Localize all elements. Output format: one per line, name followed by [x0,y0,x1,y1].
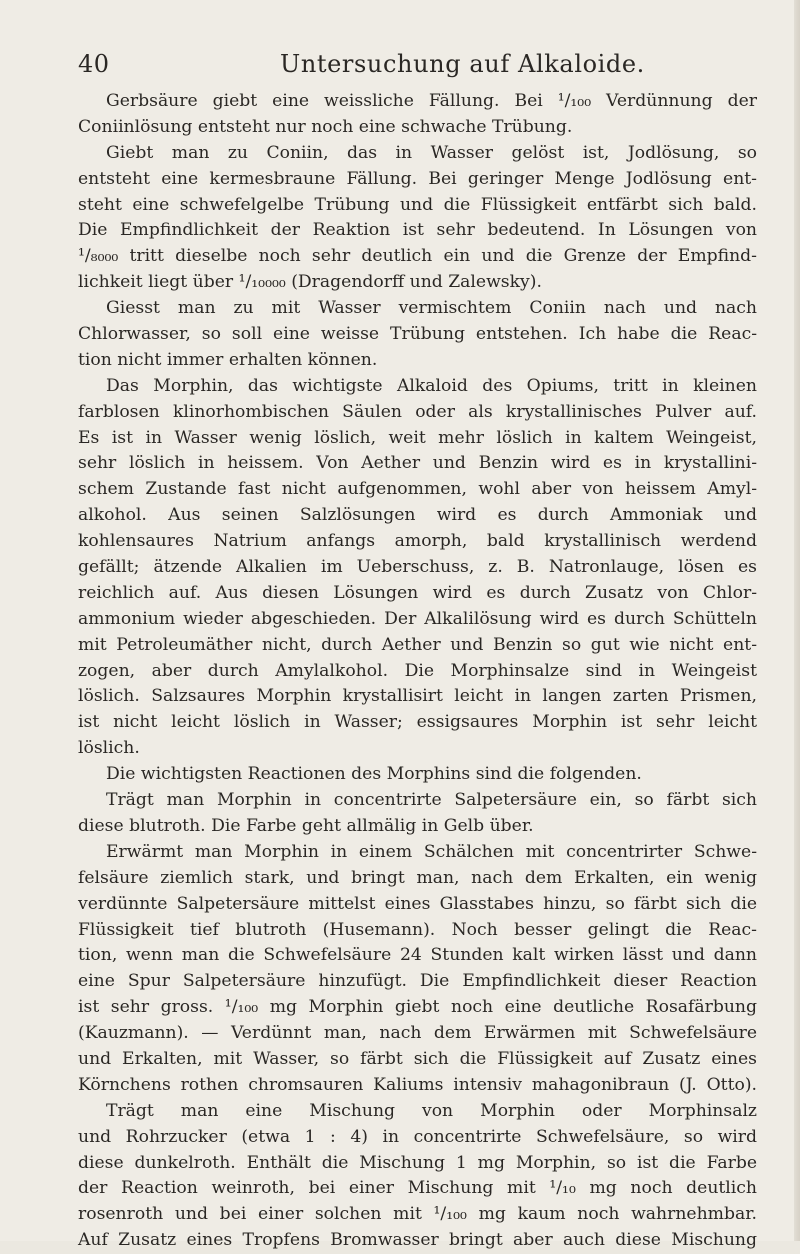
text-line: diese blutroth. Die Farbe geht allmälig in Gelb über. [78,815,534,836]
text-line: mit Petroleumäther nicht, durch Aether und Benzin so gut wie nicht ent- [78,634,757,655]
text-line: Erwärmt man Morphin in einem Schälchen mit concentrirter Schwe- [106,841,757,862]
text-line: ¹/₈₀₀₀ tritt dieselbe noch sehr deutlich ein und die Grenze der Empfind- [78,246,757,267]
text-line: felsäure ziemlich stark, und bringt man, nach dem Erkalten, ein wenig [78,867,757,888]
text-line: rosenroth und bei einer solchen mit ¹/₁₀₀ mg kaum noch wahrnehmbar. [78,1204,757,1225]
text-line: lichkeit liegt über ¹/₁₀₀₀₀ (Dragendorff und Zalewsky). [78,272,542,293]
text-line: Die wichtigsten Reactionen des Morphins sind die folgenden. [106,764,642,785]
text-line: Trägt man Morphin in concentrirte Salpetersäure ein, so färbt sich [106,790,757,811]
text-line: Die Empfindlichkeit der Reaktion ist sehr bedeutend. In Lösungen von [78,220,757,241]
text-line: Giesst man zu mit Wasser vermischtem Coniin nach und nach [106,298,757,319]
text-line: Trägt man eine Mischung von Morphin oder Morphinsalz [106,1100,757,1121]
text-line: entsteht eine kermesbraune Fällung. Bei geringer Menge Jodlösung ent- [78,168,757,189]
text-line: Auf Zusatz eines Tropfens Bromwasser bringt aber auch diese Mischung [78,1230,757,1251]
page-header [78,50,754,84]
text-line: verdünnte Salpetersäure mittelst eines Glasstabes hinzu, so färbt sich die [78,893,757,914]
text-line: löslich. Salzsaures Morphin krystallisirt leicht in langen zarten Prismen, [78,686,757,707]
page-number: 40 [78,50,110,78]
text-line: diese dunkelroth. Enthält die Mischung 1 mg Morphin, so ist die Farbe [78,1152,757,1173]
text-line: eine Spur Salpetersäure hinzufügt. Die Empfindlichkeit dieser Reaction [78,971,757,992]
text-line: und Rohrzucker (etwa 1 : 4) in concentrirte Schwefelsäure, so wird [78,1126,757,1147]
text-line: farblosen klinorhombischen Säulen oder als krystallinisches Pulver auf. [78,401,757,422]
text-line: alkohol. Aus seinen Salzlösungen wird es durch Ammoniak und [78,505,757,526]
text-line: kohlensaures Natrium anfangs amorph, bald krystallinisch werdend [78,531,757,552]
text-line: Körnchens rothen chromsauren Kaliums intensiv mahagonibraun (J. Otto). [78,1074,757,1095]
text-line: der Reaction weinroth, bei einer Mischung mit ¹/₁₀ mg noch deutlich [78,1178,757,1199]
text-line: Giebt man zu Coniin, das in Wasser gelöst ist, Jodlösung, so [106,142,757,163]
text-line: gefällt; ätzende Alkalien im Ueberschuss, z. B. Natronlauge, lösen es [78,557,757,578]
text-line: sehr löslich in heissem. Von Aether und Benzin wird es in krystallini- [78,453,757,474]
text-line: Gerbsäure giebt eine weissliche Fällung. Bei ¹/₁₀₀ Verdünnung der [106,91,757,111]
text-line: ist nicht leicht löslich in Wasser; essigsaures Morphin ist sehr leicht [78,712,757,733]
text-line: (Kauzmann). — Verdünnt man, nach dem Erwärmen mit Schwefelsäure [78,1023,757,1044]
text-line: tion, wenn man die Schwefelsäure 24 Stunden kalt wirken lässt und dann [78,945,757,966]
body-text [78,89,757,1254]
text-line: und Erkalten, mit Wasser, so färbt sich die Flüssigkeit auf Zusatz eines [78,1048,757,1069]
running-title: Untersuchung auf Alkaloide. [280,50,645,78]
text-line: Chlorwasser, so soll eine weisse Trübung entstehen. Ich habe die Reac- [78,324,757,345]
text-line: löslich. [78,738,140,759]
text-line: steht eine schwefelgelbe Trübung und die Flüssigkeit entfärbt sich bald. [78,194,757,215]
text-line: Das Morphin, das wichtigste Alkaloid des Opiums, tritt in kleinen [106,375,757,396]
page-edge [794,0,800,1241]
text-line: ammonium wieder abgeschieden. Der Alkalilösung wird es durch Schütteln [78,608,757,629]
text-line: Coniinlösung entsteht nur noch eine schwache Trübung. [78,116,573,137]
text-line: zogen, aber durch Amylalkohol. Die Morphinsalze sind in Weingeist [78,660,757,681]
text-line: ist sehr gross. ¹/₁₀₀ mg Morphin giebt noch eine deutliche Rosafärbung [78,997,757,1018]
text-line: schem Zustande fast nicht aufgenommen, wohl aber von heissem Amyl- [78,479,757,500]
text-line: Es ist in Wasser wenig löslich, weit mehr löslich in kaltem Weingeist, [78,427,757,448]
text-line: reichlich auf. Aus diesen Lösungen wird es durch Zusatz von Chlor- [78,582,757,603]
text-line: tion nicht immer erhalten können. [78,349,378,370]
text-line: Flüssigkeit tief blutroth (Husemann). Noch besser gelingt die Reac- [78,919,757,940]
